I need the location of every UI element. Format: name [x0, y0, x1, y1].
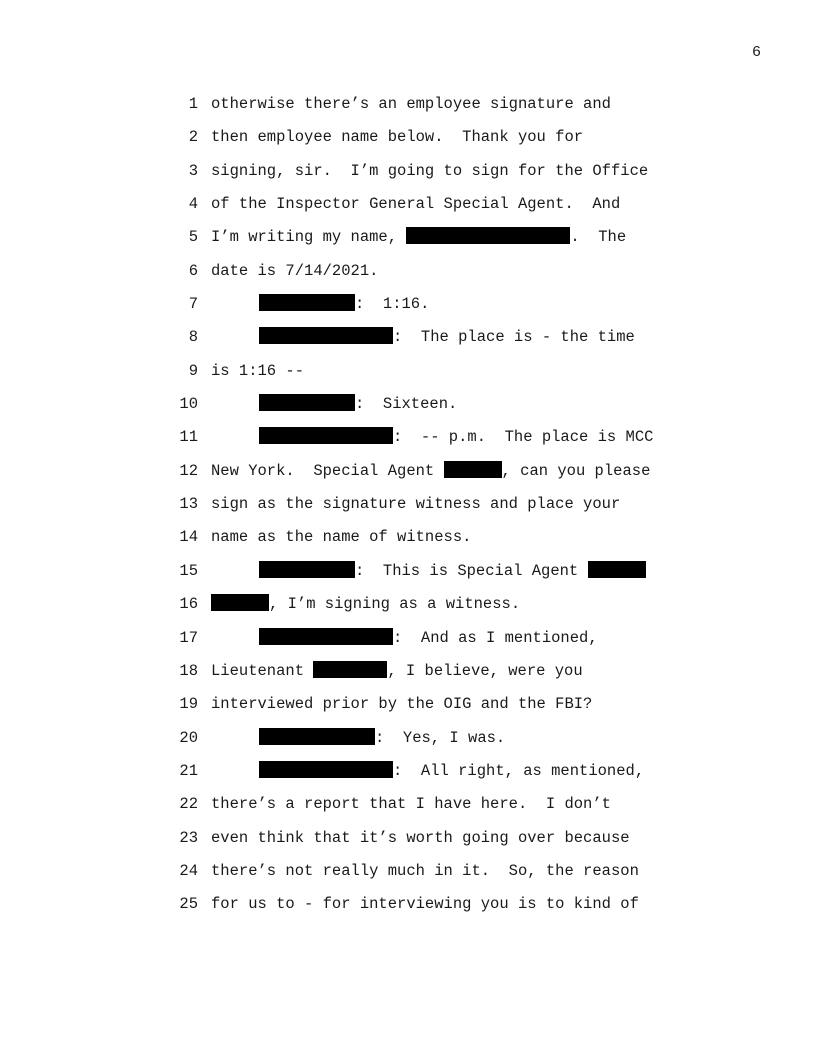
redaction-block	[259, 561, 355, 578]
line-number: 19	[179, 695, 198, 714]
line-text	[211, 461, 650, 481]
redaction-block	[259, 427, 393, 444]
line-number: 6	[188, 261, 198, 280]
transcript-line	[0, 861, 816, 894]
redaction-block	[313, 661, 387, 678]
transcript-line	[0, 127, 816, 160]
transcript-line	[0, 327, 816, 360]
line-text	[211, 361, 304, 381]
line-text-segment: : -- p.m. The place is MCC	[393, 428, 654, 447]
line-text-segment: of the Inspector General Special Agent. And	[211, 195, 621, 214]
line-text	[211, 761, 644, 781]
line-number: 9	[188, 361, 198, 380]
transcript-line	[0, 728, 816, 761]
line-text	[211, 261, 378, 281]
line-text-segment: Lieutenant	[211, 661, 314, 680]
line-text	[211, 527, 471, 547]
line-number: 22	[179, 795, 198, 814]
line-number: 20	[179, 728, 198, 747]
transcript-line	[0, 661, 816, 694]
line-text	[211, 828, 630, 848]
redaction-block	[259, 294, 355, 311]
line-text-segment: . The	[570, 228, 627, 247]
line-text	[211, 327, 635, 347]
transcript-line	[0, 461, 816, 494]
line-number: 13	[179, 495, 198, 514]
redaction-block	[406, 227, 570, 244]
line-text	[211, 594, 520, 614]
line-text-segment: signing, sir. I’m going to sign for the Office	[211, 161, 649, 180]
transcript-line	[0, 794, 816, 827]
line-text	[211, 628, 598, 648]
transcript-line	[0, 494, 816, 527]
line-text	[211, 94, 611, 114]
line-number: 23	[179, 828, 198, 847]
line-text	[211, 294, 429, 314]
line-text	[211, 394, 457, 414]
line-text-segment: there’s not really much in it. So, the reason	[211, 861, 639, 880]
line-number: 18	[179, 661, 198, 680]
line-text	[211, 794, 611, 814]
line-number: 14	[179, 528, 198, 547]
line-text	[211, 194, 620, 214]
line-number: 21	[179, 761, 198, 780]
transcript-line	[0, 628, 816, 661]
line-text-segment: , can you please	[501, 461, 651, 480]
transcript-line	[0, 828, 816, 861]
line-text-segment: then employee name below. Thank you for	[211, 128, 584, 147]
transcript-line	[0, 761, 816, 794]
line-text-segment: interviewed prior by the OIG and the FBI?	[211, 695, 593, 714]
line-text	[211, 694, 592, 714]
redaction-block	[259, 628, 393, 645]
line-number: 10	[179, 395, 198, 414]
transcript-line	[0, 194, 816, 227]
line-number: 17	[179, 628, 198, 647]
line-text-segment: : Yes, I was.	[375, 728, 506, 747]
line-text	[211, 894, 639, 914]
transcript-body	[0, 94, 816, 928]
line-text	[211, 161, 648, 181]
transcript-line	[0, 94, 816, 127]
redaction-block	[211, 594, 269, 611]
transcript-line	[0, 361, 816, 394]
line-number: 2	[188, 128, 198, 147]
line-text	[211, 227, 626, 247]
line-text-segment: , I’m signing as a witness.	[269, 595, 521, 614]
transcript-line	[0, 161, 816, 194]
line-text-segment: date is 7/14/2021.	[211, 261, 379, 280]
line-text	[211, 728, 505, 748]
line-text	[211, 561, 646, 581]
line-text-segment: : The place is - the time	[393, 328, 635, 347]
transcript-line	[0, 894, 816, 927]
transcript-line	[0, 394, 816, 427]
redaction-block	[259, 394, 355, 411]
line-number: 25	[179, 895, 198, 914]
redaction-block	[588, 561, 646, 578]
transcript-line	[0, 261, 816, 294]
line-text-segment: : And as I mentioned,	[393, 628, 598, 647]
redaction-block	[259, 761, 393, 778]
transcript-line	[0, 594, 816, 627]
line-number: 16	[179, 595, 198, 614]
redaction-block	[444, 461, 502, 478]
line-text-segment: for us to - for interviewing you is to kind of	[211, 895, 639, 914]
line-text-segment: I’m writing my name,	[211, 228, 407, 247]
transcript-line	[0, 427, 816, 460]
line-number: 7	[188, 295, 198, 314]
line-number: 24	[179, 861, 198, 880]
transcript-line	[0, 227, 816, 260]
line-text-segment: even think that it’s worth going over because	[211, 828, 630, 847]
line-number: 11	[179, 428, 198, 447]
line-text	[211, 661, 583, 681]
line-number: 8	[188, 328, 198, 347]
line-number: 1	[188, 95, 198, 113]
line-text-segment: sign as the signature witness and place your	[211, 495, 621, 514]
transcript-line	[0, 527, 816, 560]
line-text-segment: New York. Special Agent	[211, 461, 444, 480]
line-number: 3	[188, 161, 198, 180]
page-number: 6	[752, 44, 762, 61]
line-text	[211, 861, 639, 881]
line-text-segment: name as the name of witness.	[211, 528, 472, 547]
redaction-block	[259, 327, 393, 344]
line-text-segment: otherwise there’s an employee signature and	[211, 95, 611, 113]
line-text-segment: : Sixteen.	[355, 395, 458, 414]
line-number: 5	[188, 228, 198, 247]
line-text-segment: , I believe, were you	[387, 661, 583, 680]
transcript-line	[0, 294, 816, 327]
redaction-block	[259, 728, 375, 745]
line-text-segment: there’s a report that I have here. I don’t	[211, 795, 611, 814]
line-text	[211, 127, 583, 147]
line-number: 4	[188, 195, 198, 214]
line-number: 12	[179, 461, 198, 480]
line-text	[211, 494, 620, 514]
line-text-segment: is 1:16 --	[211, 361, 305, 380]
line-text-segment: : This is Special Agent	[355, 561, 588, 580]
line-text-segment: : 1:16.	[355, 295, 430, 314]
transcript-line	[0, 561, 816, 594]
line-text	[211, 427, 653, 447]
transcript-line	[0, 694, 816, 727]
line-number: 15	[179, 561, 198, 580]
line-text-segment: : All right, as mentioned,	[393, 761, 645, 780]
